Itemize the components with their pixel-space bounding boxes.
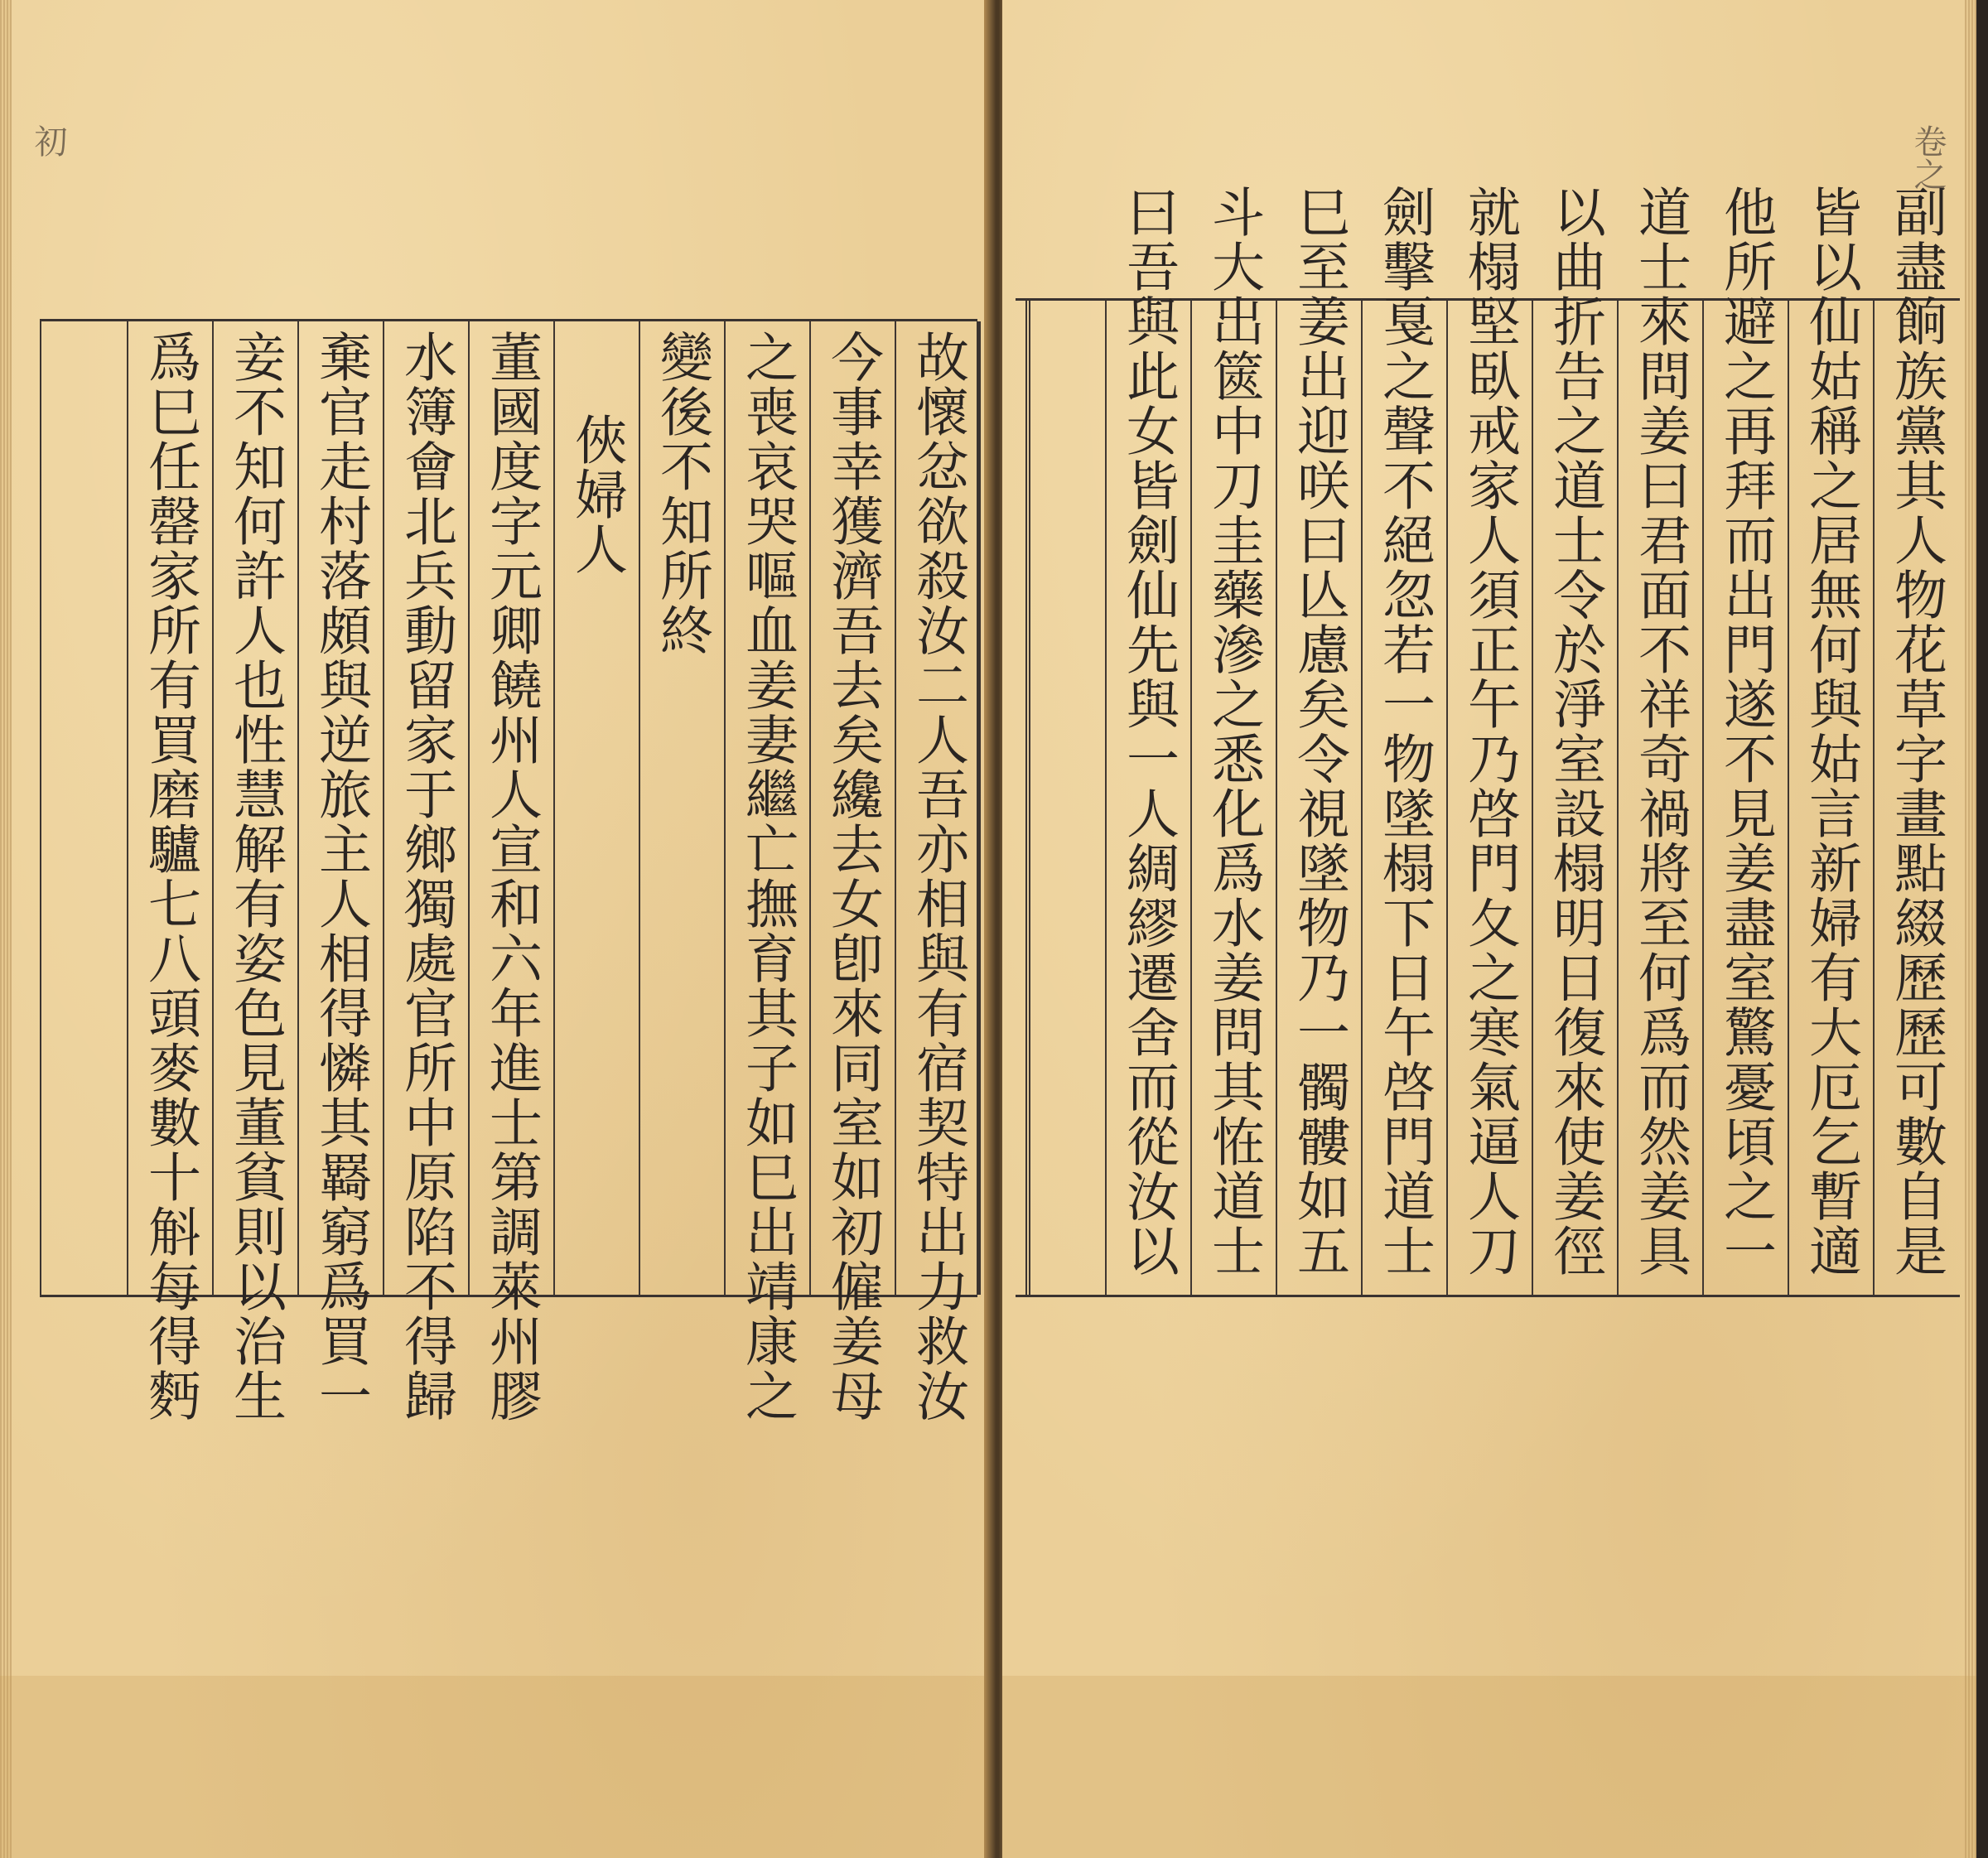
text-column: 斗大出篋中刀圭藥滲之悉化爲水姜問其恠道士: [1203, 185, 1264, 1278]
text-column: 副盡餉族黨其人物花草字畫點綴歷歷可數自是: [1885, 185, 1947, 1278]
text-column: 就榻堅臥戒家人須正午乃啓門夂之寒氣逼人刀: [1459, 185, 1520, 1278]
text-column: 劍擊戛之聲不絕忽若一物墜榻下日午啓門道士: [1373, 185, 1435, 1278]
text-column: 之喪哀哭嘔血姜妻繼亡撫育其子如巳出靖康之: [736, 330, 798, 1423]
text-column: 棄官走村落頗與逆旅主人相得憐其羇窮爲買一: [310, 330, 371, 1423]
section-heading: 俠婦人: [566, 413, 627, 577]
right-page-lower-margin: [1002, 1676, 1976, 1858]
text-column: 董國度字元卿饒州人宣和六年進士第調萊州膠: [480, 330, 542, 1423]
text-column: 爲巳任罄家所有買磨驢七八頭麥數十斛每得麪: [139, 330, 200, 1423]
text-column: 水簿會北兵動留家于鄉獨處官所中原陷不得歸: [395, 330, 456, 1423]
left-text-block: [40, 319, 977, 1423]
text-column: 變後不知所終: [651, 330, 712, 658]
left-page-lower-margin: [0, 1676, 992, 1858]
text-column: 今事幸獲濟吾去矣纔去女卽來同室如初僱姜母: [822, 330, 883, 1423]
left-page-fore-edge: [0, 0, 12, 1858]
right-margin-label: 卷之: [1908, 124, 1947, 191]
text-column: 巳至姜出迎咲曰亾慮矣令視墜物乃一髑髏如五: [1288, 185, 1349, 1278]
text-column: 故懷忿欲殺汝二人吾亦相與有宿契特出力救汝: [907, 330, 968, 1423]
left-margin-label: 初: [29, 124, 67, 157]
text-column: 妾不知何許人也性慧解有姿色見董貧則以治生: [224, 330, 286, 1423]
text-column: 道士來問姜曰君面不祥奇禍將至何爲而然姜具: [1629, 185, 1691, 1278]
right-page-fore-edge: [1965, 0, 1976, 1858]
right-page: [1002, 0, 1976, 1858]
right-text-block: [1016, 185, 1960, 1297]
left-page: [0, 0, 992, 1858]
text-column: 曰吾與此女皆劍仙先與一人綢繆遷舍而從汝以: [1117, 185, 1179, 1278]
text-column: 他所避之再拜而出門遂不見姜盡室驚憂頃之一: [1715, 185, 1776, 1278]
text-column: 皆以仙姑稱之居無何與姑言新婦有大厄乞暫適: [1800, 185, 1861, 1278]
text-column: 以曲折告之道士令於淨室設榻明日復來使姜徑: [1544, 185, 1605, 1278]
